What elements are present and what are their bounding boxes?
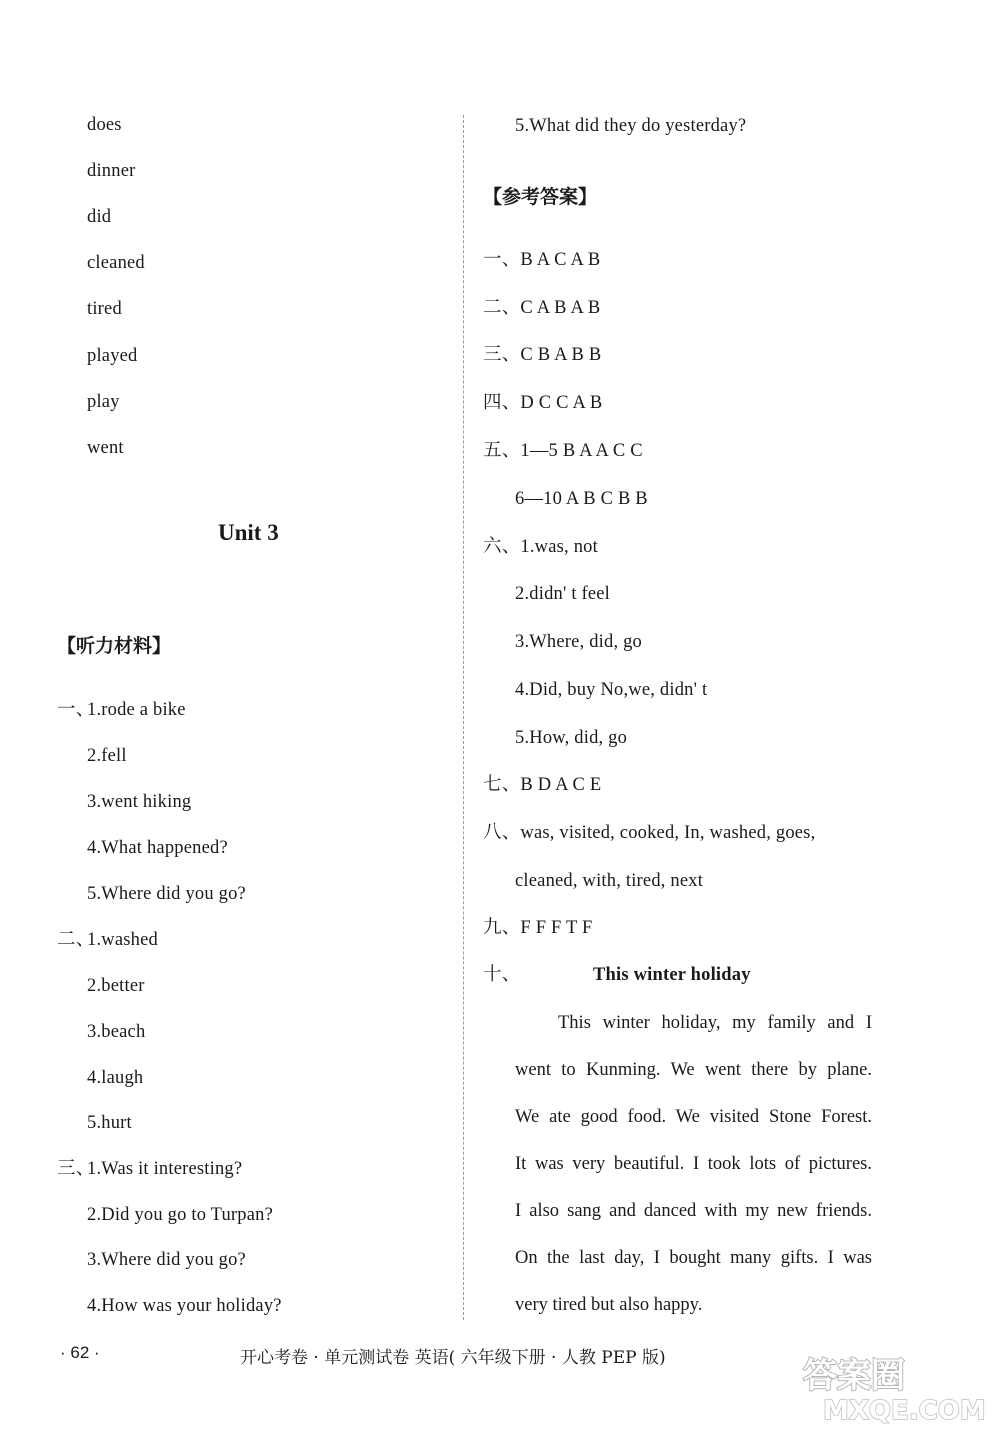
answer-line: 九、F F F T F [483, 918, 593, 938]
answer-line: 三、C B A B B [483, 345, 602, 365]
part-label: 三、 [57, 1159, 95, 1179]
listening-item: 2.fell [87, 746, 127, 766]
answers-section-header: 【参考答案】 [483, 186, 598, 208]
answer-line: 2.didn' t feel [515, 584, 611, 604]
listening-item: 4.What happened? [87, 838, 228, 858]
unit-title: Unit 3 [218, 520, 279, 545]
answer-label: 十、 [483, 965, 521, 985]
book-title: 开心考卷 · 单元测试卷 英语( 六年级下册 · 人教 PEP 版) [240, 1348, 666, 1368]
listening-item: 1.washed [87, 930, 158, 950]
answer-line: 6—10 A B C B B [515, 489, 648, 509]
answer-line: 八、was, visited, cooked, In, washed, goes, [483, 823, 816, 843]
answer-line: 六、1.was, not [483, 537, 598, 557]
word-item: went [87, 438, 124, 458]
listening-item: 3.beach [87, 1022, 146, 1042]
page-number: · 62 · [60, 1343, 100, 1362]
essay-line: We ate good food. We visited Stone Forest. [515, 1107, 872, 1127]
listening-item: 2.Did you go to Turpan? [87, 1205, 274, 1225]
listening-item: 5.Where did you go? [87, 884, 246, 904]
essay-line: It was very beautiful. I took lots of pictures. [515, 1154, 872, 1174]
answer-line: 一、B A C A B [483, 250, 601, 270]
part-label: 一、 [57, 700, 95, 720]
listening-item: 4.How was your holiday? [87, 1296, 282, 1316]
word-item: tired [87, 299, 122, 319]
left-column [0, 0, 460, 1439]
answer-line: 七、B D A C E [483, 775, 602, 795]
essay-line: This winter holiday, my family and I [558, 1013, 872, 1033]
word-item: played [87, 346, 138, 366]
essay-line: On the last day, I bought many gifts. I was [515, 1248, 872, 1268]
answer-line: 3.Where, did, go [515, 632, 643, 652]
listening-section-header: 【听力材料】 [57, 635, 172, 657]
answer-line: 5.How, did, go [515, 728, 628, 748]
listening-item: 4.laugh [87, 1068, 144, 1088]
word-item: did [87, 207, 112, 227]
essay-line: very tired but also happy. [515, 1295, 703, 1315]
answer-line: cleaned, with, tired, next [515, 871, 704, 891]
listening-item: 5.What did they do yesterday? [515, 116, 747, 136]
word-item: does [87, 115, 122, 135]
part-label: 二、 [57, 930, 95, 950]
word-item: dinner [87, 161, 136, 181]
answer-line: 四、D C C A B [483, 393, 603, 413]
listening-item: 3.Where did you go? [87, 1250, 246, 1270]
essay-line: went to Kunming. We went there by plane. [515, 1060, 872, 1080]
listening-item: 1.Was it interesting? [87, 1159, 243, 1179]
listening-item: 3.went hiking [87, 792, 192, 812]
watermark-logo-text: 答案圈 [803, 1356, 905, 1396]
word-item: cleaned [87, 253, 145, 273]
watermark-svg [795, 1345, 990, 1425]
answer-line: 二、C A B A B [483, 298, 601, 318]
listening-item: 5.hurt [87, 1113, 132, 1133]
essay-title: This winter holiday [593, 965, 751, 985]
listening-item: 2.better [87, 976, 145, 996]
essay-line: I also sang and danced with my new friends. [515, 1201, 872, 1221]
answer-line: 五、1—5 B A A C C [483, 441, 643, 461]
answer-line: 4.Did, buy No,we, didn' t [515, 680, 708, 700]
watermark-url-text: MXQE.COM [823, 1396, 986, 1425]
word-item: play [87, 392, 120, 412]
column-divider [463, 115, 464, 1320]
listening-item: 1.rode a bike [87, 700, 186, 720]
watermark-logo [795, 1345, 990, 1425]
